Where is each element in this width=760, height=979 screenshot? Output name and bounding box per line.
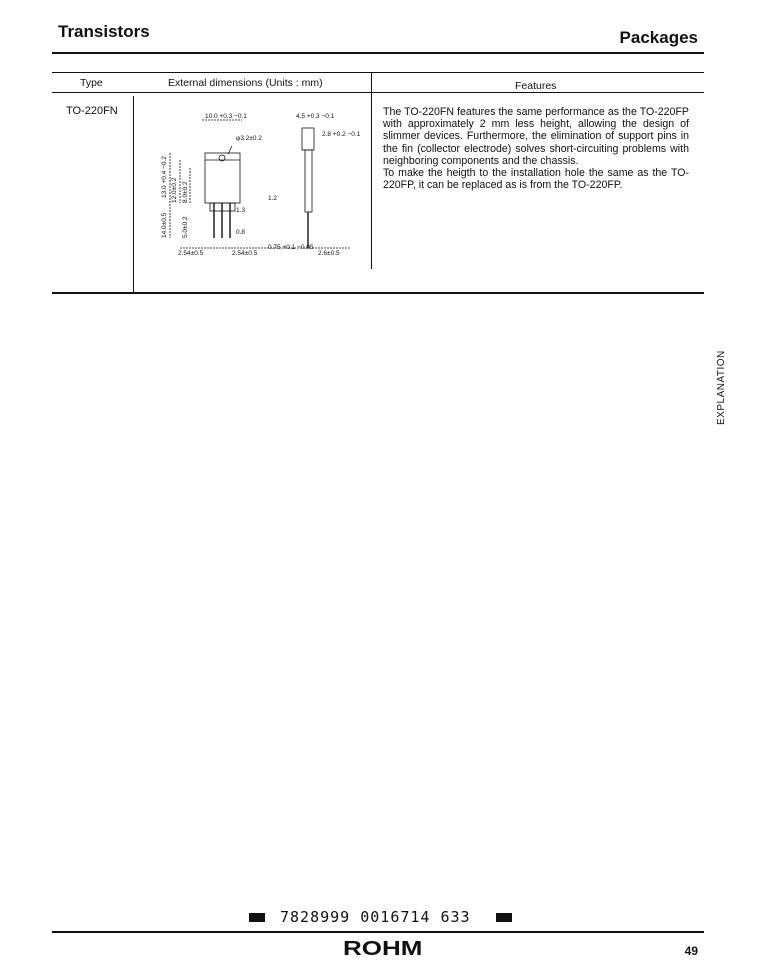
dim-pitch-2: 2.54±0.5 bbox=[232, 250, 258, 257]
dim-pitch: 2.54±0.5 bbox=[178, 250, 204, 257]
header-rule bbox=[52, 52, 704, 54]
dim-height-1: 13.0 +0.4 −0.2 bbox=[161, 156, 168, 198]
column-header-type: Type bbox=[80, 77, 103, 89]
package-body-side bbox=[302, 128, 314, 150]
dim-height-3: 8.0±0.2 bbox=[182, 181, 189, 203]
rohm-logo: ROHM bbox=[343, 938, 423, 960]
dim-hole: φ3.2±0.2 bbox=[236, 135, 262, 142]
barcode-mark-right bbox=[496, 913, 512, 922]
side-tab-label: EXPLANATION bbox=[716, 350, 727, 425]
column-header-rule bbox=[52, 92, 704, 93]
dim-lead-thickness: 0.75 +0.1 −0.05 bbox=[268, 244, 314, 251]
column-header-dimensions: External dimensions (Units : mm) bbox=[168, 77, 323, 89]
package-type: TO-220FN bbox=[66, 105, 118, 117]
dim-thickness: 4.5 +0.3 −0.1 bbox=[296, 113, 335, 120]
dim-height-2: 12.0±0.2 bbox=[171, 177, 178, 203]
dim-lead-length: 14.0±0.5 bbox=[161, 212, 168, 238]
barcode-number: 7828999 0016714 633 bbox=[280, 908, 471, 926]
page-number: 49 bbox=[684, 944, 698, 958]
dim-side-b: 2.6±0.5 bbox=[318, 250, 340, 257]
column-divider-2 bbox=[371, 73, 372, 269]
column-header-features: Features bbox=[515, 80, 557, 92]
dim-tab: 2.8 +0.2 −0.1 bbox=[322, 131, 360, 138]
dim-height-4: 5.0±0.2 bbox=[182, 216, 189, 238]
dim-lead-width-2: 1.3 bbox=[236, 207, 246, 214]
dim-width-top: 10.0 +0.3 −0.1 bbox=[205, 113, 247, 120]
features-text bbox=[383, 106, 689, 191]
footer-rule bbox=[52, 931, 704, 933]
category-title: Packages bbox=[619, 28, 698, 47]
features-paragraph-1: The TO-220FN features the same performance as the TO-220FP with approximately 2 mm less height, allowing the design of slimmer devices. Furthermore, the elimination of support pins in the fin (collector electrode) solves short-circuiting problems with neighboring components and the chassis. bbox=[383, 106, 689, 167]
package-body-front bbox=[205, 153, 240, 203]
section-title: Transistors bbox=[58, 22, 150, 41]
dim-lead-width-3: 0.8 bbox=[236, 229, 246, 236]
table-bottom-rule bbox=[52, 292, 704, 294]
features-paragraph-2: To make the heigth to the installation hole the same as the TO-220FP, it can be replaced as is from the TO-220FP. bbox=[383, 167, 689, 192]
dim-lead-width-1: 1.2 bbox=[268, 195, 278, 202]
barcode-mark-left bbox=[249, 913, 265, 922]
column-divider-1 bbox=[133, 96, 134, 292]
package-dimension-drawing bbox=[150, 108, 360, 258]
table-top-rule bbox=[52, 72, 704, 73]
